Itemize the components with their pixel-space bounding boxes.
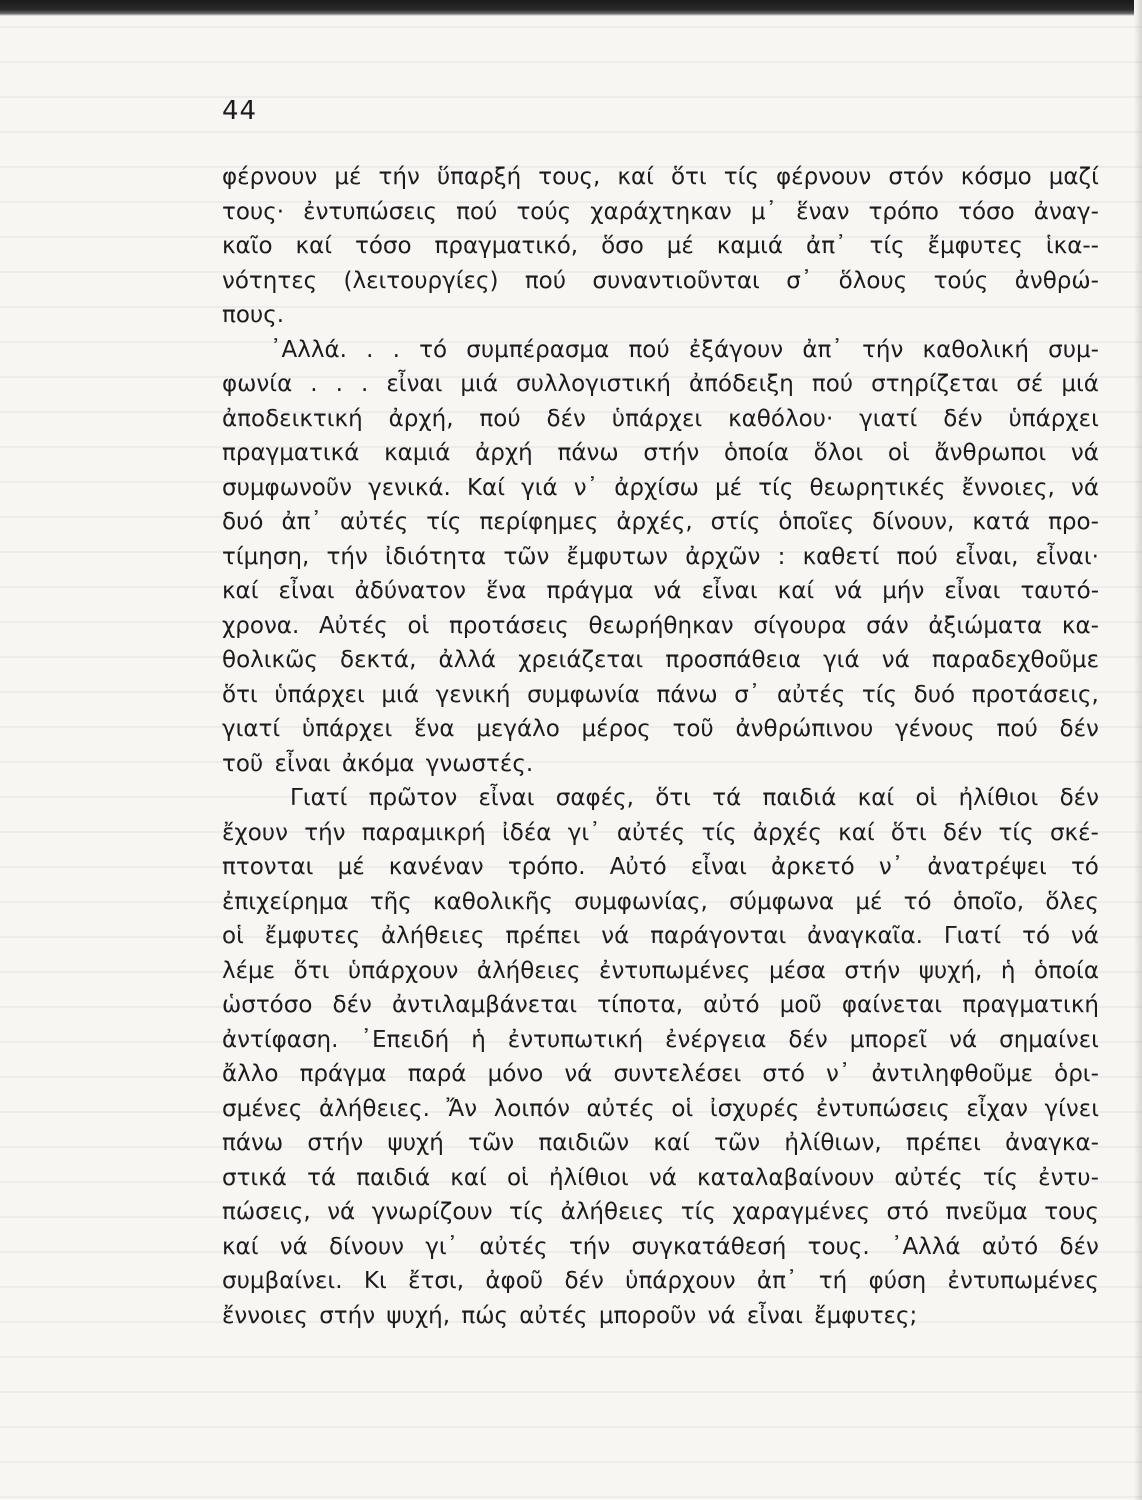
- text-line: φωνία . . . εἶναι μιά συλλογιστική ἀπόδειξη πού στηρίζεται σέ μιά: [222, 371, 1099, 397]
- scan-right-edge: [1134, 0, 1142, 1500]
- text-line: γιατί ὑπάρχει ἕνα μεγάλο μέρος τοῦ ἀνθρώπινου γένους πού δέν: [222, 716, 1099, 742]
- text-line: πραγματικά καμιά ἀρχή πάνω στήν ὁποία ὅλοι οἱ ἄνθρωποι νά: [222, 440, 1099, 466]
- text-line: ἀντίφαση. ᾽Επειδή ἡ ἐντυπωτική ἐνέργεια δέν μπορεῖ νά σημαίνει: [222, 1026, 1099, 1053]
- body-text: [222, 160, 1099, 1333]
- text-line: ἔχουν τήν παραμικρή ἰδέα γι᾽ αὐτές τίς ἀρχές καί ὅτι δέν τίς σκέ-: [222, 819, 1099, 846]
- text-line: λέμε ὅτι ὑπάρχουν ἀλήθειες ἐντυπωμένες μέσα στήν ψυχή, ἡ ὁποία: [222, 957, 1099, 984]
- text-line: ἄλλο πράγμα παρά μόνο νά συντελέσει στό ν᾽ ἀντιληφθοῦμε ὁρι-: [222, 1061, 1099, 1087]
- text-line: πτονται μέ κανέναν τρόπο. Αὐτό εἶναι ἀρκετό ν᾽ ἀνατρέψει τό: [222, 854, 1099, 880]
- text-line: συμφωνοῦν γενικά. Καί γιά ν᾽ ἀρχίσω μέ τίς θεωρητικές ἔννοιες, νά: [222, 474, 1099, 501]
- text-line: τοῦ εἶναι ἀκόμα γνωστές.: [222, 750, 534, 777]
- text-line: καί νά δίνουν γι᾽ αὐτές τήν συγκατάθεσή τους. ᾽Αλλά αὐτό δέν: [222, 1233, 1099, 1260]
- text-line: ἀποδεικτική ἀρχή, πού δέν ὑπάρχει καθόλου· γιατί δέν ὑπάρχει: [222, 405, 1099, 432]
- text-line: καῖο καί τόσο πραγματικό, ὅσο μέ καμιά ἀπ᾽ τίς ἔμφυτες ἱκα--: [222, 233, 1099, 259]
- text-line: στικά τά παιδιά καί οἱ ἠλίθιοι νά καταλαβαίνουν αὐτές τίς ἐντυ-: [222, 1164, 1099, 1191]
- text-line: πους.: [222, 302, 285, 328]
- text-line: Γιατί πρῶτον εἶναι σαφές, ὅτι τά παιδιά καί οἱ ἠλίθιοι δέν: [290, 785, 1099, 811]
- text-line: χρονα. Αὐτές οἱ προτάσεις θεωρήθηκαν σίγουρα σάν ἀξιώματα κα-: [222, 612, 1099, 639]
- text-line: φέρνουν μέ τήν ὕπαρξή τους, καί ὅτι τίς φέρνουν στόν κόσμο μαζί: [222, 164, 1099, 190]
- text-line: ὅτι ὑπάρχει μιά γενική συμφωνία πάνω σ᾽ αὐτές τίς δυό προτάσεις,: [222, 681, 1099, 708]
- text-line: θολικῶς δεκτά, ἀλλά χρειάζεται προσπάθεια γιά νά παραδεχθοῦμε: [222, 647, 1099, 673]
- text-line: δυό ἀπ᾽ αὐτές τίς περίφημες ἀρχές, στίς ὁποῖες δίνουν, κατά προ-: [222, 509, 1099, 535]
- page-number: 44: [222, 96, 258, 126]
- scan-top-edge: [0, 0, 1142, 16]
- text-line: συμβαίνει. Κι ἔτσι, ἀφοῦ δέν ὑπάρχουν ἀπ᾽ τή φύση ἐντυπωμένες: [222, 1268, 1099, 1294]
- text-line: καί εἶναι ἀδύνατον ἕνα πράγμα νά εἶναι καί νά μήν εἶναι ταυτό-: [222, 578, 1099, 604]
- text-line: πάνω στήν ψυχή τῶν παιδιῶν καί τῶν ἠλίθιων, πρέπει ἀναγκα-: [222, 1130, 1099, 1156]
- text-line: οἱ ἔμφυτες ἀλήθειες πρέπει νά παράγονται ἀναγκαῖα. Γιατί τό νά: [222, 923, 1099, 949]
- text-line: ὡστόσο δέν ἀντιλαμβάνεται τίποτα, αὐτό μοῦ φαίνεται πραγματική: [222, 992, 1099, 1018]
- text-line: τίμηση, τήν ἰδιότητα τῶν ἔμφυτων ἀρχῶν : καθετί πού εἶναι, εἶναι·: [222, 543, 1099, 570]
- text-line: νότητες (λειτουργίες) πού συναντιοῦνται σ᾽ ὅλους τούς ἀνθρώ-: [222, 267, 1099, 294]
- text-line: πώσεις, νά γνωρίζουν τίς ἀλήθειες τίς χαραγμένες στό πνεῦμα τους: [222, 1199, 1099, 1225]
- text-line: ἐπιχείρημα τῆς καθολικῆς συμφωνίας, σύμφωνα μέ τό ὁποῖο, ὅλες: [222, 888, 1099, 915]
- text-line: τους· ἐντυπώσεις πού τούς χαράχτηκαν μ᾽ ἕναν τρόπο τόσο ἀναγ-: [222, 198, 1099, 225]
- text-line: σμένες ἀλήθειες. Ἄν λοιπόν αὐτές οἱ ἰσχυρές ἐντυπώσεις εἶχαν γίνει: [222, 1095, 1099, 1122]
- text-line: ᾽Αλλά. . . τό συμπέρασμα πού ἐξάγουν ἀπ᾽ τήν καθολική συμ-: [270, 336, 1099, 363]
- text-line: ἔννοιες στήν ψυχή, πώς αὐτές μποροῦν νά εἶναι ἔμφυτες;: [222, 1302, 918, 1329]
